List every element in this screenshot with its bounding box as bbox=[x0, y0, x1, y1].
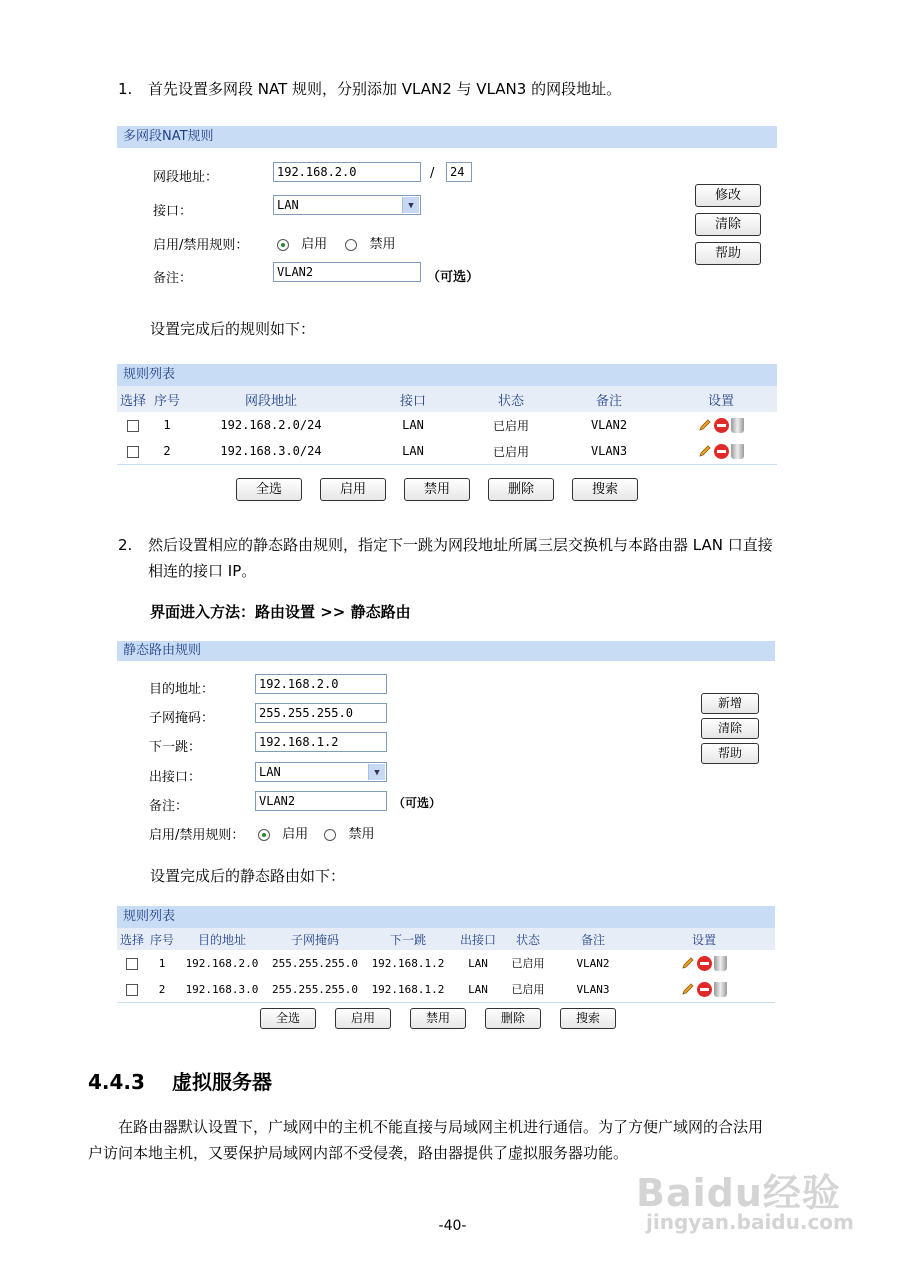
row-checkbox[interactable] bbox=[126, 984, 138, 996]
delete-icon[interactable] bbox=[714, 444, 729, 459]
table-row: 2 192.168.3.0/24 LAN 已启用 VLAN3 bbox=[117, 438, 777, 464]
row-checkbox[interactable] bbox=[126, 958, 138, 970]
header-dest: 目的地址 bbox=[177, 928, 267, 950]
route-optional-hint: （可选） bbox=[393, 796, 442, 810]
route-list-title-bar: 规则列表 bbox=[117, 906, 775, 928]
caption-rules-result: 设置完成后的规则如下： bbox=[150, 320, 316, 338]
dest-input[interactable] bbox=[255, 674, 387, 694]
trash-icon[interactable] bbox=[714, 956, 727, 971]
mask-label: 子网掩码： bbox=[149, 711, 215, 726]
header-no: 序号 bbox=[149, 386, 185, 412]
nat-rule-table bbox=[117, 386, 777, 464]
step-2-text: 2. 然后设置相应的静态路由规则，指定下一跳为网段地址所属三层交换机与本路由器 LAN 口直接 相连的接口 IP。 bbox=[118, 536, 773, 580]
route-rule-list bbox=[117, 906, 775, 1003]
route-clear-button[interactable]: 清除 bbox=[701, 718, 759, 739]
delete-icon[interactable] bbox=[697, 982, 712, 997]
header-note: 备注 bbox=[553, 386, 665, 412]
header-select: 选择 bbox=[117, 386, 149, 412]
nat-list-title-bar: 规则列表 bbox=[117, 364, 777, 386]
edit-pencil-icon[interactable] bbox=[681, 956, 695, 970]
table-row: 1 192.168.2.0 255.255.255.0 192.168.1.2 LAN 已启用 VLAN2 bbox=[117, 950, 775, 976]
route-rule-table bbox=[117, 928, 775, 1002]
edit-pencil-icon[interactable] bbox=[698, 418, 712, 432]
search-button[interactable]: 搜索 bbox=[572, 478, 638, 501]
delete-icon[interactable] bbox=[714, 418, 729, 433]
note-label: 备注： bbox=[153, 271, 193, 286]
table-row: 1 192.168.2.0/24 LAN 已启用 VLAN2 bbox=[117, 412, 777, 438]
header-settings: 设置 bbox=[633, 928, 775, 950]
route-disable-radio[interactable] bbox=[324, 829, 336, 841]
static-route-title-bar: 静态路由规则 bbox=[117, 641, 775, 661]
out-interface-label: 出接口： bbox=[149, 770, 202, 785]
header-status: 状态 bbox=[469, 386, 553, 412]
enable-rule-label: 启用/禁用规则： bbox=[153, 238, 249, 253]
trash-icon[interactable] bbox=[731, 418, 744, 433]
step-1-text: 1. 首先设置多网段 NAT 规则，分别添加 VLAN2 与 VLAN3 的网段地址。 bbox=[118, 80, 622, 98]
next-hop-label: 下一跳： bbox=[149, 740, 202, 755]
route-enable-radio-group: 启用 禁用 bbox=[258, 823, 374, 842]
route-enable-radio[interactable] bbox=[258, 829, 270, 841]
row-checkbox[interactable] bbox=[127, 446, 139, 458]
delete-button[interactable]: 删除 bbox=[488, 478, 554, 501]
trash-icon[interactable] bbox=[714, 982, 727, 997]
header-no: 序号 bbox=[147, 928, 177, 950]
enable-button[interactable]: 启用 bbox=[320, 478, 386, 501]
baidu-watermark-logo: Baidu经验 bbox=[636, 1171, 841, 1215]
header-mask: 子网掩码 bbox=[267, 928, 363, 950]
table-header-row bbox=[117, 928, 775, 950]
dropdown-arrow-icon[interactable]: ▼ bbox=[402, 197, 419, 213]
disable-button[interactable]: 禁用 bbox=[404, 478, 470, 501]
enable-radio[interactable] bbox=[277, 239, 289, 251]
interface-select[interactable]: LAN ▼ bbox=[273, 195, 421, 215]
edit-pencil-icon[interactable] bbox=[698, 444, 712, 458]
table-header-row bbox=[117, 386, 777, 412]
header-note: 备注 bbox=[553, 928, 633, 950]
mask-input[interactable] bbox=[255, 703, 387, 723]
enable-radio-group: 启用 禁用 bbox=[277, 233, 395, 252]
dest-label: 目的地址： bbox=[149, 682, 215, 697]
route-select-all-button[interactable]: 全选 bbox=[260, 1008, 316, 1029]
next-hop-input[interactable] bbox=[255, 732, 387, 752]
table-row: 2 192.168.3.0 255.255.255.0 192.168.1.2 LAN 已启用 VLAN3 bbox=[117, 976, 775, 1002]
edit-pencil-icon[interactable] bbox=[681, 982, 695, 996]
nat-rule-list bbox=[117, 364, 777, 465]
header-next-hop: 下一跳 bbox=[363, 928, 453, 950]
trash-icon[interactable] bbox=[731, 444, 744, 459]
caption-routes-result: 设置完成后的静态路由如下： bbox=[150, 867, 346, 885]
baidu-watermark-url: jingyan.baidu.com bbox=[646, 1210, 854, 1234]
header-segment: 网段地址 bbox=[185, 386, 357, 412]
route-note-input[interactable] bbox=[255, 791, 387, 811]
mask-length-input[interactable] bbox=[446, 162, 472, 182]
body-paragraph: 在路由器默认设置下，广域网中的主机不能直接与局域网主机进行通信。为了方便广域网的合法用 户访问本地主机，又要保护局域网内部不受侵袭，路由器提供了虚拟服务器功能。 bbox=[88, 1118, 764, 1162]
disable-radio[interactable] bbox=[345, 239, 357, 251]
help-button[interactable]: 帮助 bbox=[695, 242, 761, 265]
select-all-button[interactable]: 全选 bbox=[236, 478, 302, 501]
header-out-interface: 出接口 bbox=[453, 928, 503, 950]
modify-button[interactable]: 修改 bbox=[695, 184, 761, 207]
header-interface: 接口 bbox=[357, 386, 469, 412]
note-input[interactable] bbox=[273, 262, 421, 282]
route-enable-button[interactable]: 启用 bbox=[335, 1008, 391, 1029]
delete-icon[interactable] bbox=[697, 956, 712, 971]
dropdown-arrow-icon[interactable]: ▼ bbox=[368, 764, 385, 780]
page-number: -40- bbox=[438, 1218, 467, 1234]
route-enable-label: 启用/禁用规则： bbox=[149, 828, 245, 843]
row-checkbox[interactable] bbox=[127, 420, 139, 432]
nat-rule-panel bbox=[117, 126, 777, 296]
header-settings: 设置 bbox=[665, 386, 777, 412]
section-heading: 4.4.3 虚拟服务器 bbox=[88, 1070, 272, 1094]
add-button[interactable]: 新增 bbox=[701, 693, 759, 714]
header-select: 选择 bbox=[117, 928, 147, 950]
route-delete-button[interactable]: 删除 bbox=[485, 1008, 541, 1029]
optional-hint: （可选） bbox=[427, 270, 480, 285]
segment-label: 网段地址： bbox=[153, 170, 219, 185]
route-search-button[interactable]: 搜索 bbox=[560, 1008, 616, 1029]
static-route-panel bbox=[117, 641, 775, 853]
out-interface-select[interactable]: LAN ▼ bbox=[255, 762, 387, 782]
clear-button[interactable]: 清除 bbox=[695, 213, 761, 236]
nat-rule-title-bar: 多网段NAT规则 bbox=[117, 126, 777, 148]
slash-separator: / bbox=[430, 166, 435, 181]
interface-label: 接口： bbox=[153, 204, 193, 219]
route-disable-button[interactable]: 禁用 bbox=[410, 1008, 466, 1029]
route-help-button[interactable]: 帮助 bbox=[701, 743, 759, 764]
route-note-label: 备注： bbox=[149, 799, 189, 814]
segment-input[interactable] bbox=[273, 162, 421, 182]
header-status: 状态 bbox=[503, 928, 553, 950]
nav-path: 界面进入方法：路由设置 >> 静态路由 bbox=[150, 603, 411, 621]
